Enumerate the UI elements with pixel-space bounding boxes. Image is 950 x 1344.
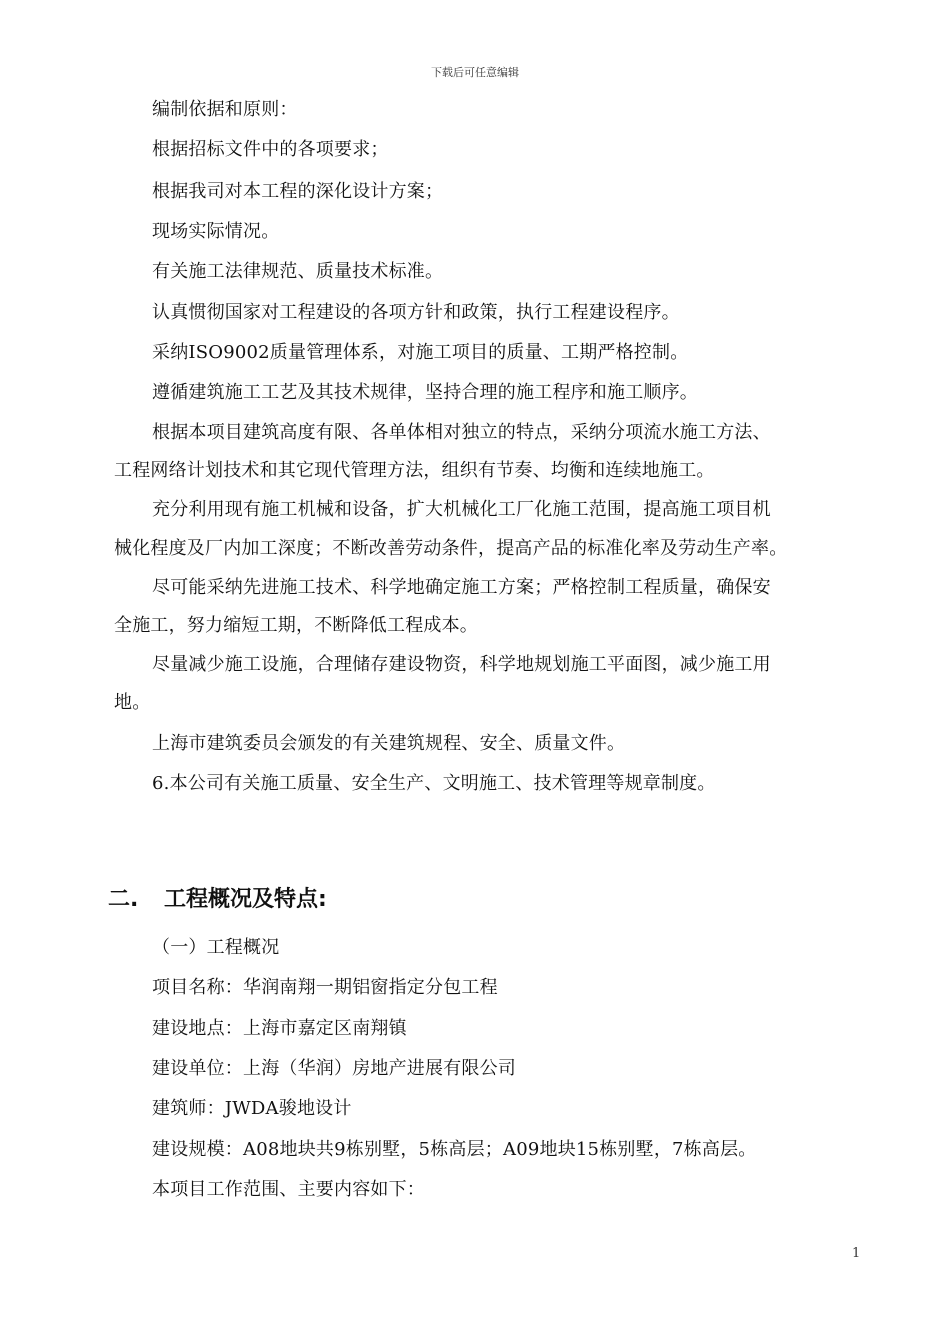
paragraph: 尽量减少施工设施，合理储存建设物资，科学地规划施工平面图，减少施工用: [152, 654, 771, 675]
paragraph: 有关施工法律规范、质量技术标准。: [152, 261, 444, 282]
paragraph: 尽可能采纳先进施工技术、科学地确定施工方案；严格控制工程质量，确保安: [152, 577, 771, 598]
paragraph-continuation: 工程网络计划技术和其它现代管理方法，组织有节奏、均衡和连续地施工。: [114, 460, 715, 481]
paragraph: 根据招标文件中的各项要求；: [152, 139, 389, 160]
subheading: （一）工程概况: [152, 937, 280, 958]
paragraph: 认真惯彻国家对工程建设的各项方针和政策，执行工程建设程序。: [152, 302, 680, 323]
section-heading: [108, 885, 327, 915]
paragraph-basis-title: 编制依据和原则：: [152, 99, 298, 120]
page-number: 1: [852, 1246, 861, 1261]
paragraph: 上海市建筑委员会颁发的有关建筑规程、安全、质量文件。: [152, 733, 626, 754]
paragraph: 采纳ISO9002质量管理体系，对施工项目的质量、工期严格控制。: [152, 342, 689, 363]
paragraph: 现场实际情况。: [152, 221, 280, 242]
project-architect: 建筑师：JWDA骏地设计: [152, 1098, 352, 1119]
paragraph: 遵循建筑施工工艺及其技术规律，坚持合理的施工程序和施工顺序。: [152, 382, 698, 403]
project-scope-intro: 本项目工作范围、主要内容如下：: [152, 1179, 425, 1200]
page-header-note: 下载后可任意编辑: [431, 66, 519, 79]
paragraph: 根据我司对本工程的深化设计方案；: [152, 181, 444, 202]
paragraph: 6.本公司有关施工质量、安全生产、文明施工、技术管理等规章制度。: [152, 773, 716, 794]
section-title: 工程概况及特点:: [164, 887, 327, 912]
paragraph: 根据本项目建筑高度有限、各单体相对独立的特点，采纳分项流水施工方法、: [152, 422, 771, 443]
paragraph-continuation: 全施工，努力缩短工期，不断降低工程成本。: [114, 615, 478, 636]
paragraph-continuation: 械化程度及厂内加工深度；不断改善劳动条件，提高产品的标准化率及劳动生产率。: [114, 538, 788, 559]
paragraph-continuation: 地。: [114, 692, 151, 713]
project-location: 建设地点：上海市嘉定区南翔镇: [152, 1018, 407, 1039]
section-number: 二.: [108, 887, 139, 912]
project-scale: 建设规模：A08地块共9栋别墅，5栋高层；A09地块15栋别墅，7栋高层。: [152, 1139, 757, 1160]
project-owner: 建设单位：上海（华润）房地产进展有限公司: [152, 1058, 516, 1079]
paragraph: 充分利用现有施工机械和设备，扩大机械化工厂化施工范围，提高施工项目机: [152, 499, 771, 520]
project-name: 项目名称：华润南翔一期铝窗指定分包工程: [152, 977, 498, 998]
